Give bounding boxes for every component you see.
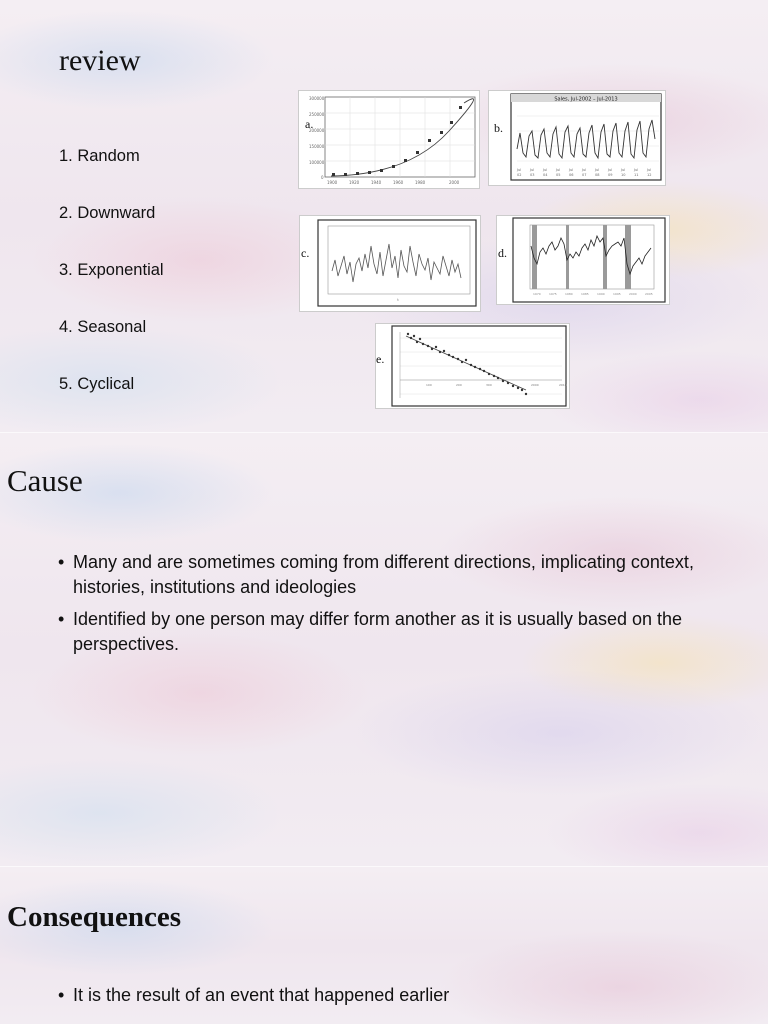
- svg-text:1980: 1980: [415, 180, 426, 185]
- consequences-title: Consequences: [7, 901, 182, 933]
- graph-d-cyclical: [496, 215, 670, 305]
- svg-text:100: 100: [426, 383, 432, 387]
- slide-consequences: [0, 867, 768, 1024]
- svg-text:Jul: Jul: [595, 168, 600, 172]
- list-item: • Many and are sometimes coming from different directions, implicating context, histories, institutions and ideologies: [58, 550, 728, 600]
- list-item: • Identified by one person may differ form another as it is usually based on the perspectives.: [58, 607, 728, 657]
- svg-text:1920: 1920: [349, 180, 360, 185]
- svg-text:300000: 300000: [309, 96, 325, 101]
- graph-a-plot: [299, 91, 479, 188]
- cause-bullets: [58, 550, 728, 664]
- svg-text:08: 08: [595, 173, 600, 177]
- graph-d-plot: [497, 216, 669, 304]
- svg-text:1980: 1980: [565, 292, 573, 296]
- list-item: 3. Exponential: [59, 261, 164, 279]
- graph-a-label: a.: [305, 117, 314, 131]
- svg-text:100000: 100000: [309, 160, 325, 165]
- graph-b-seasonal: [488, 90, 666, 186]
- graph-b-label: b.: [494, 121, 503, 135]
- svg-text:03: 03: [530, 173, 535, 177]
- svg-text:1975: 1975: [549, 292, 557, 296]
- svg-text:200000: 200000: [309, 128, 325, 133]
- svg-text:250000: 250000: [309, 112, 325, 117]
- graph-e-label: e.: [376, 352, 385, 366]
- svg-text:Jul: Jul: [543, 168, 548, 172]
- svg-text:150000: 150000: [309, 144, 325, 149]
- svg-text:1960: 1960: [393, 180, 404, 185]
- list-item: • It is the result of an event that happened earlier: [58, 983, 728, 1008]
- svg-text:Jul: Jul: [556, 168, 561, 172]
- svg-text:Jul: Jul: [621, 168, 626, 172]
- svg-text:2000: 2000: [449, 180, 460, 185]
- svg-text:06: 06: [569, 173, 574, 177]
- list-item: 2. Downward: [59, 204, 156, 222]
- consequences-bullets: [58, 983, 728, 1015]
- svg-text:11: 11: [634, 173, 639, 177]
- svg-text:1940: 1940: [371, 180, 382, 185]
- svg-text:1995: 1995: [613, 292, 621, 296]
- svg-text:10: 10: [621, 173, 626, 177]
- graph-a-exponential: [298, 90, 480, 189]
- svg-text:05: 05: [556, 173, 561, 177]
- review-title: review: [59, 44, 141, 77]
- svg-text:1990: 1990: [597, 292, 605, 296]
- graph-c-plot: [300, 216, 480, 311]
- svg-text:0: 0: [321, 175, 324, 180]
- slide-review: [0, 0, 768, 433]
- svg-text:09: 09: [608, 173, 613, 177]
- svg-text:Jul: Jul: [569, 168, 574, 172]
- graph-c-random: [299, 215, 481, 312]
- list-item: 4. Seasonal: [59, 318, 147, 336]
- svg-text:Jul: Jul: [647, 168, 652, 172]
- svg-text:Jul: Jul: [517, 168, 522, 172]
- svg-text:Jul: Jul: [608, 168, 613, 172]
- svg-text:12: 12: [647, 173, 652, 177]
- svg-text:t: t: [397, 298, 399, 302]
- svg-text:2000: 2000: [531, 383, 539, 387]
- svg-text:Jul: Jul: [582, 168, 587, 172]
- svg-text:200: 200: [456, 383, 462, 387]
- svg-text:2000: 2000: [629, 292, 637, 296]
- svg-text:1900: 1900: [327, 180, 338, 185]
- svg-text:04: 04: [543, 173, 548, 177]
- svg-text:Jul: Jul: [530, 168, 535, 172]
- svg-text:Jul: Jul: [634, 168, 639, 172]
- graph-e-plot: [376, 324, 569, 408]
- svg-text:2010: 2010: [559, 383, 567, 387]
- graph-c-label: c.: [301, 246, 310, 260]
- list-item: 1. Random: [59, 147, 140, 165]
- svg-text:2005: 2005: [645, 292, 653, 296]
- graph-e-downward: [375, 323, 570, 409]
- svg-text:1970: 1970: [533, 292, 541, 296]
- graph-b-plot: [489, 91, 665, 185]
- trend-list: [59, 145, 164, 430]
- graph-d-label: d.: [498, 246, 507, 260]
- svg-text:02: 02: [517, 173, 522, 177]
- svg-text:300: 300: [486, 383, 492, 387]
- graph-b-title: Sales, Jul-2002 – Jul-2013: [554, 96, 618, 103]
- list-item: 5. Cyclical: [59, 375, 135, 393]
- svg-text:07: 07: [582, 173, 587, 177]
- cause-title: Cause: [7, 463, 83, 498]
- slide-cause: [0, 433, 768, 867]
- svg-text:1985: 1985: [581, 292, 589, 296]
